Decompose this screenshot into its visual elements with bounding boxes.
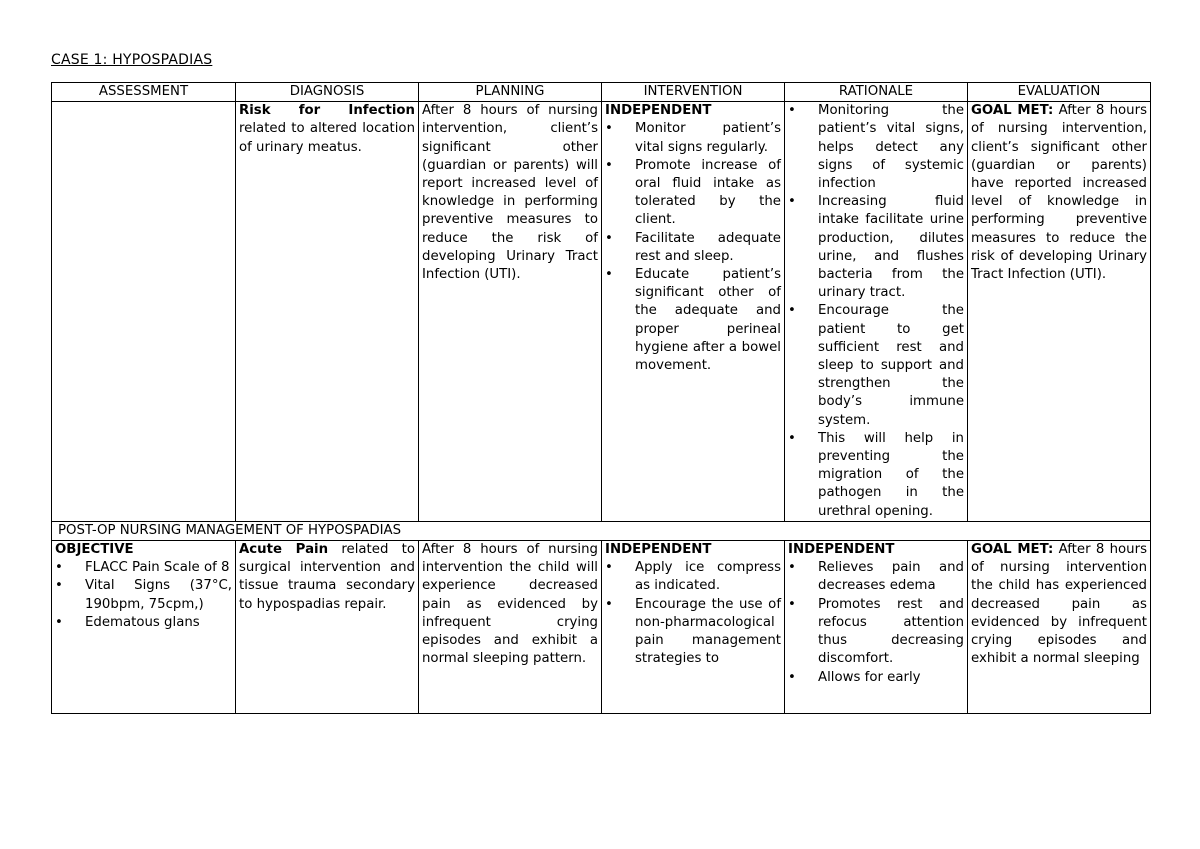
cell-diagnosis-1	[236, 102, 419, 522]
header-rationale: RATIONALE	[785, 83, 968, 102]
header-planning: PLANNING	[419, 83, 602, 102]
list-item: • Promotes rest and refocus attention thus decreasing discomfort.	[788, 596, 964, 667]
list-item: • Relieves pain and decreases edema	[788, 560, 964, 594]
intervention-list	[605, 120, 781, 375]
list-item: • This will help in preventing the migration of the pathogen in the urethral opening.	[788, 430, 964, 519]
evaluation-text: After 8 hours of nursing intervention, client’s significant other (guardian or parents) have reported increased level of knowledge in performing preventive measures to reduce the risk of developing Urinary Tract Infection (UTI).	[971, 103, 1147, 283]
rationale-list	[788, 559, 964, 686]
header-assessment: ASSESSMENT	[52, 83, 236, 102]
list-item: • Edematous glans	[55, 614, 200, 630]
cell-diagnosis-2	[236, 541, 419, 714]
goal-met-label: GOAL MET:	[971, 542, 1054, 558]
nursing-care-plan-table	[51, 82, 1151, 714]
cell-intervention-2	[602, 541, 785, 714]
row-acute-pain	[52, 541, 1151, 714]
cell-assessment-1	[52, 102, 236, 522]
cell-evaluation-1	[968, 102, 1151, 522]
list-item: • Allows for early	[788, 669, 921, 685]
diagnosis-text: related to surgical intervention and tissue trauma secondary to hypospadias repair.	[239, 542, 415, 612]
intervention-heading: INDEPENDENT	[605, 542, 712, 558]
cell-intervention-1	[602, 102, 785, 522]
cell-planning-2	[419, 541, 602, 714]
section-title: POST-OP NURSING MANAGEMENT OF HYPOSPADIAS	[52, 521, 1151, 540]
rationale-heading: INDEPENDENT	[788, 542, 895, 558]
list-item: • Educate patient’s significant other of the adequate and proper perineal hygiene after a bowel movement.	[605, 267, 781, 374]
planning-text: After 8 hours of nursing intervention the child will experience decreased pain as evidenced by infrequent crying episodes and exhibit a normal sleeping pattern.	[422, 542, 598, 667]
evaluation-text: After 8 hours of nursing intervention the child has experienced decreased pain as evidenced by infrequent crying episodes and exhibit a normal sleeping	[971, 542, 1147, 667]
diagnosis-label: Acute Pain	[239, 542, 329, 558]
list-item: • Apply ice compress as indicated.	[605, 560, 781, 594]
header-row	[52, 83, 1151, 102]
header-evaluation: EVALUATION	[968, 83, 1151, 102]
cell-evaluation-2	[968, 541, 1151, 714]
list-item: • Vital Signs (37°C, 190bpm, 75cpm,)	[55, 578, 232, 612]
cell-planning-1: After 8 hours of nursing intervention, client’s significant other (guardian or parents) will report increased level of knowledge in performing preventive measures to reduce the risk of developing Urinary Tract Infection (UTI).	[419, 102, 602, 522]
row-risk-for-infection	[52, 102, 1151, 522]
cell-rationale-2	[785, 541, 968, 714]
list-item: • Monitoring the patient’s vital signs, helps detect any signs of systemic infection	[788, 103, 964, 192]
goal-met-label: GOAL MET:	[971, 103, 1054, 119]
rationale-list	[788, 102, 964, 521]
assessment-list	[55, 559, 232, 632]
list-item: • Facilitate adequate rest and sleep.	[605, 230, 781, 264]
list-item: • Promote increase of oral fluid intake as tolerated by the client.	[605, 157, 781, 228]
header-intervention: INTERVENTION	[602, 83, 785, 102]
list-item: • Encourage the use of non-pharmacological pain management strategies to	[605, 596, 781, 667]
diagnosis-text: related to altered location of urinary meatus.	[239, 121, 415, 155]
list-item: • Increasing fluid intake facilitate urine production, dilutes urine, and flushes bacteria from the urinary tract.	[788, 194, 964, 301]
section-row	[52, 521, 1151, 540]
list-item: • Monitor patient’s vital signs regularly.	[605, 121, 781, 155]
cell-assessment-2	[52, 541, 236, 714]
intervention-list	[605, 559, 781, 668]
document-title: CASE 1: HYPOSPADIAS	[51, 52, 213, 68]
list-item: • Encourage the patient to get sufficient rest and sleep to support and strengthen the body’s immune system.	[788, 303, 964, 428]
header-diagnosis: DIAGNOSIS	[236, 83, 419, 102]
diagnosis-label: Risk for Infection	[239, 103, 415, 119]
cell-rationale-1	[785, 102, 968, 522]
list-item: • FLACC Pain Scale of 8	[55, 560, 230, 576]
intervention-heading: INDEPENDENT	[605, 103, 712, 119]
objective-heading: OBJECTIVE	[55, 542, 134, 558]
